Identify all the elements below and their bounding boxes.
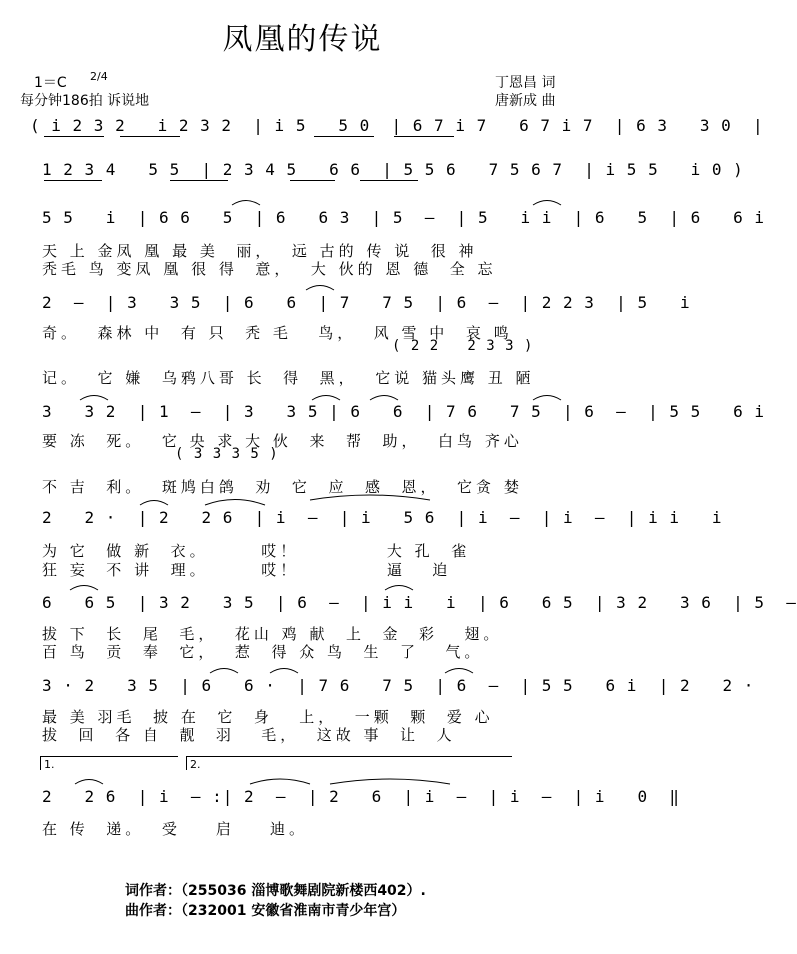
lyricist-credit: 丁恩昌 词 — [495, 75, 556, 91]
lyric-row-7a: 拔 下 长 尾 毛， 花山 鸡 献 上 金 彩 翅。 — [42, 625, 503, 643]
notation-row-4: 2 – | 3 3 5 | 6 6 | 7 7 5 | 6 – | 2 2 3 | 5 i — [42, 293, 691, 312]
lyric-row-3a: 天 上 金凤 凰 最 美 丽， 远 古的 传 说 很 神 — [42, 242, 478, 260]
lyric-row-6b: 狂 妄 不 讲 理。 哎！ 逼 迫 — [42, 561, 452, 579]
lyric-row-6a: 为 它 做 新 衣。 哎！ 大 孔 雀 — [42, 542, 471, 560]
lyric-row-7b: 百 鸟 贡 奉 它， 惹 得 众 鸟 生 了 气。 — [42, 643, 484, 661]
alt-notation-1: ( 2 2 2 3 3 ) — [392, 338, 534, 354]
volta-2-label: 2. — [190, 758, 201, 771]
composer-credit: 唐新成 曲 — [495, 93, 556, 109]
lyric-row-8a: 最 美 羽毛 披 在 它 身 上， 一颗 颗 爱 心 — [42, 708, 494, 726]
lyricist-contact: 词作者：（255036 淄博歌舞剧院新楼西402）. — [125, 883, 426, 899]
key-signature: 1＝C — [34, 75, 67, 91]
lyric-row-4a: 奇。 森林 中 有 只 秃 毛 鸟， 风 雪 中 哀 鸣 — [42, 324, 513, 342]
lyric-row-8b: 拔 回 各 自 靓 羽 毛， 这故 事 让 人 — [42, 726, 456, 744]
alt-notation-2: ( 3 3 3 5 ) — [175, 446, 279, 462]
notation-row-1: ( i 2 3 2 i 2 3 2 | i 5 5 0 | 6 7 i 7 6 7 i 7 | 6 3 3 0 | — [30, 116, 764, 135]
notation-row-6: 2 2 · | 2 2 6 | i – | i 5 6 | i – | i – | i i i — [42, 508, 723, 527]
lyric-row-4b: 记。 它 嫌 乌鸦八哥 长 得 黑， 它说 猫头鹰 丑 陋 — [42, 369, 535, 387]
notation-row-8: 3 · 2 3 5 | 6 6 · | 7 6 7 5 | 6 – | 5 5 6 i | 2 2 · — [42, 676, 755, 695]
notation-row-3: 5 5 i | 6 6 5 | 6 6 3 | 5 – | 5 i i | 6 5 | 6 6 i — [42, 208, 766, 227]
lyric-row-5a: 要 冻 死。 它 央 求 大 伙 来 帮 助， 白鸟 齐心 — [42, 432, 523, 450]
lyric-row-3b: 秃毛 鸟 变凤 凰 很 得 意， 大 伙的 恩 德 全 忘 — [42, 260, 497, 278]
tempo-marking: 每分钟186拍 诉说地 — [20, 93, 150, 109]
time-signature: 2/4 — [90, 70, 108, 83]
notation-row-5: 3 3 2 | 1 – | 3 3 5 | 6 6 | 7 6 7 5 | 6 – | 5 5 6 i — [42, 402, 766, 421]
composer-contact: 曲作者：（232001 安徽省淮南市青少年宫） — [125, 903, 406, 919]
song-title: 凤凰的传说 — [222, 22, 383, 57]
volta-1-label: 1. — [44, 758, 55, 771]
lyric-row-5b: 不 吉 利。 斑鸠白鸽 劝 它 应 感 恩， 它贪 婪 — [42, 478, 523, 496]
notation-row-7: 6 6 5 | 3 2 3 5 | 6 – | i i i | 6 6 5 | 3 2 3 6 | 5 – — [42, 593, 797, 612]
notation-row-2: 1 2 3 4 5 5 | 2 3 4 5 6 6 | 5 5 6 7 5 6 7 | i 5 5 i 0 ) — [42, 160, 744, 179]
lyric-row-9: 在 传 递。 受 启 迪。 — [42, 820, 308, 838]
notation-row-9: 2 2 6 | i – :| 2 – | 2 6 | i – | i – | i 0 ‖ — [42, 787, 680, 806]
